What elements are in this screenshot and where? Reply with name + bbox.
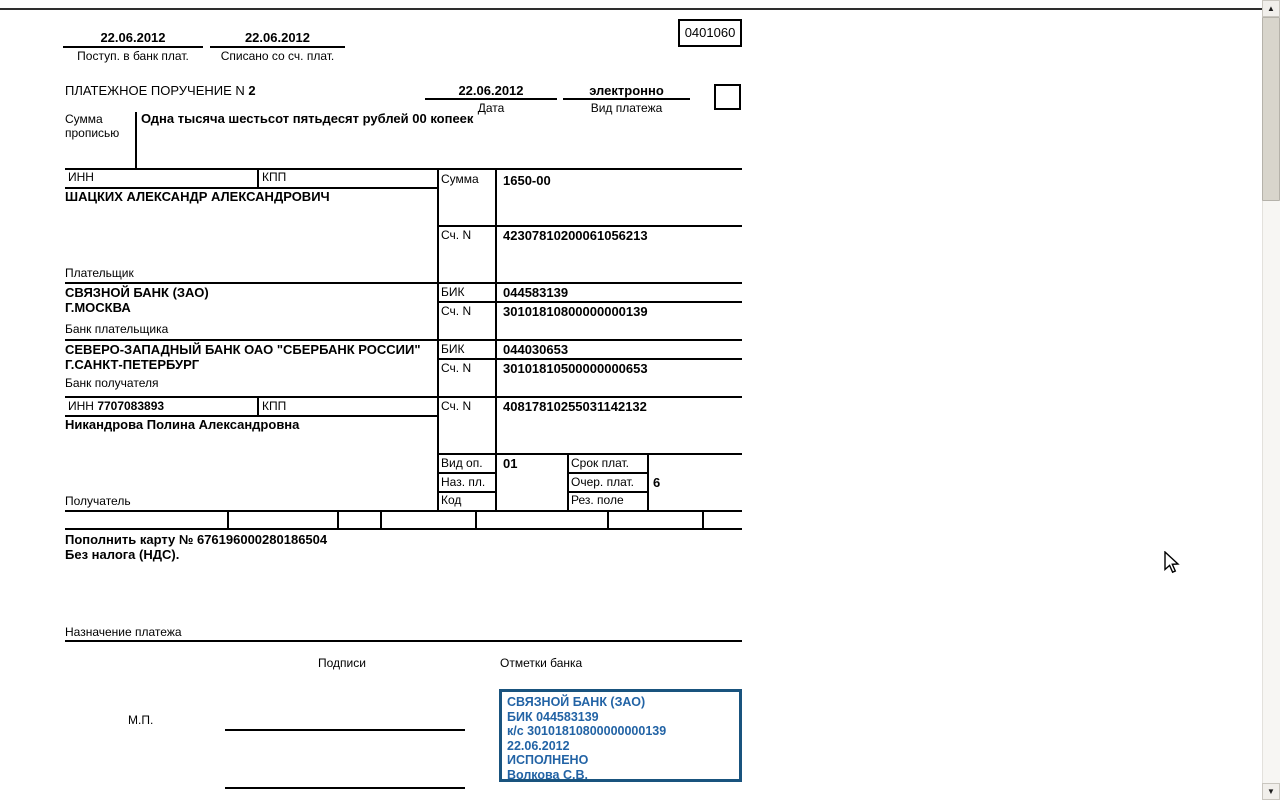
table-line [437, 472, 497, 474]
window-top-divider [0, 8, 1280, 10]
table-line [647, 453, 649, 512]
stamp-bik: БИК 044583139 [507, 709, 599, 724]
payment-kind-underline [563, 98, 690, 100]
table-line [437, 225, 742, 227]
pay-order-value: 6 [653, 475, 661, 490]
payee-account-label: Сч. N [441, 399, 472, 413]
payee-bank-name-2: Г.САНКТ-ПЕТЕРБУРГ [65, 357, 200, 372]
signature-line-2 [225, 787, 465, 789]
scroll-down-button[interactable] [1262, 783, 1280, 800]
signatures-label: Подписи [318, 656, 366, 670]
table-line [257, 396, 259, 417]
table-line [65, 396, 742, 398]
payee-inn-label: ИНН [68, 399, 94, 413]
date-received-value: 22.06.2012 [100, 30, 166, 45]
table-line [437, 358, 742, 360]
status-101-box [714, 84, 741, 110]
amount-words-divider [135, 112, 137, 169]
vertical-scrollbar-thumb[interactable] [1262, 17, 1280, 201]
payer-bank-name-2: Г.МОСКВА [65, 300, 131, 315]
pay-purpose-code-label: Наз. пл. [441, 475, 486, 489]
document-date-underline [425, 98, 557, 100]
payee-bank-bik-value: 044030653 [503, 342, 569, 357]
mp-label: М.П. [128, 713, 154, 727]
payer-account-label: Сч. N [441, 228, 472, 242]
document-number: 2 [248, 83, 256, 98]
table-line [437, 301, 742, 303]
payee-bank-account-value: 30101810500000000653 [503, 361, 648, 376]
pay-term-label: Срок плат. [571, 456, 630, 470]
table-line [437, 453, 742, 455]
amount-words-value: Одна тысяча шестьсот пятьдесят рублей 00 копеек [141, 111, 474, 126]
payee-bank-account-label: Сч. N [441, 361, 472, 375]
stamp-status: ИСПОЛНЕНО [507, 753, 589, 767]
pay-order-label: Очер. плат. [571, 475, 635, 489]
code-label: Код [441, 493, 462, 507]
document-date-value: 22.06.2012 [458, 83, 524, 98]
payee-kpp-label: КПП [262, 399, 287, 413]
table-line [495, 168, 497, 512]
payee-inn-value: 7707083893 [97, 399, 165, 413]
payment-kind-value: электронно [589, 83, 664, 98]
table-line [257, 168, 259, 189]
table-line [567, 453, 569, 512]
purpose-line-2: Без налога (НДС). [65, 547, 180, 562]
amount-words-label-2: прописью [65, 126, 120, 140]
reserve-field-label: Рез. поле [571, 493, 624, 507]
mouse-cursor [1163, 551, 1181, 577]
stamp-date: 22.06.2012 [507, 738, 570, 753]
tax-field-divider [702, 510, 704, 530]
payer-bank-bik-label: БИК [441, 285, 465, 299]
table-line [65, 510, 742, 512]
payee-bank-section-label: Банк получателя [65, 376, 159, 390]
payee-account-value: 40817810255031142132 [503, 399, 647, 414]
payment-kind-label: Вид платежа [590, 101, 663, 115]
scroll-up-button[interactable] [1262, 0, 1280, 17]
op-type-label: Вид оп. [441, 456, 483, 470]
date-debited-label: Списано со сч. плат. [220, 49, 335, 63]
op-type-value: 01 [503, 456, 518, 471]
sum-value: 1650-00 [503, 173, 551, 188]
purpose-section-label: Назначение платежа [65, 625, 182, 639]
date-debited-underline [210, 46, 345, 48]
sum-label: Сумма [441, 172, 479, 186]
purpose-underline [65, 640, 742, 642]
table-line [567, 472, 647, 474]
payer-bank-name-1: СВЯЗНОЙ БАНК (ЗАО) [65, 285, 209, 300]
bank-stamp-box [499, 689, 742, 782]
payee-inn [68, 399, 164, 413]
payer-name: ШАЦКИХ АЛЕКСАНДР АЛЕКСАНДРОВИЧ [65, 189, 330, 204]
tax-field-divider [337, 510, 339, 530]
tax-field-divider [475, 510, 477, 530]
payee-name: Никандрова Полина Александровна [65, 417, 300, 432]
tax-field-divider [607, 510, 609, 530]
scroll-up-icon: ▲ [1267, 4, 1275, 13]
stamp-corr-account: к/с 30101810800000000139 [507, 724, 667, 738]
payer-section-label: Плательщик [65, 266, 134, 280]
payee-bank-name-1: СЕВЕРО-ЗАПАДНЫЙ БАНК ОАО "СБЕРБАНК РОССИИ" [65, 342, 421, 357]
tax-field-divider [380, 510, 382, 530]
payer-bank-account-label: Сч. N [441, 304, 472, 318]
payer-bank-bik-value: 044583139 [503, 285, 569, 300]
payer-kpp-label: КПП [262, 170, 287, 184]
payer-inn-label: ИНН [68, 170, 94, 184]
signature-line-1 [225, 729, 465, 731]
table-line [65, 528, 742, 530]
document-title [65, 83, 256, 98]
payer-bank-section-label: Банк плательщика [65, 322, 169, 336]
purpose-line-1: Пополнить карту № 676196000280186504 [65, 532, 328, 547]
bank-marks-label: Отметки банка [500, 656, 583, 670]
scroll-down-icon: ▼ [1267, 787, 1275, 796]
stamp-operator: Волкова С.В. [507, 767, 588, 782]
date-received-underline [63, 46, 203, 48]
stamp-bank-name: СВЯЗНОЙ БАНК (ЗАО) [507, 695, 646, 709]
table-line [437, 168, 439, 512]
payee-section-label: Получатель [65, 494, 131, 508]
date-debited-value: 22.06.2012 [244, 30, 311, 45]
amount-words-label-1: Сумма [65, 112, 103, 126]
tax-field-divider [227, 510, 229, 530]
payer-account-value: 42307810200061056213 [503, 228, 648, 243]
date-received-label: Поступ. в банк плат. [77, 49, 189, 63]
payer-bank-account-value: 30101810800000000139 [503, 304, 648, 319]
table-line [65, 282, 742, 284]
payee-bank-bik-label: БИК [441, 342, 465, 356]
document-date-label: Дата [477, 101, 505, 115]
form-code-box: 0401060 [678, 19, 742, 47]
document-title-text: ПЛАТЕЖНОЕ ПОРУЧЕНИЕ N [65, 83, 245, 98]
table-line [65, 168, 742, 170]
table-line [65, 339, 742, 341]
